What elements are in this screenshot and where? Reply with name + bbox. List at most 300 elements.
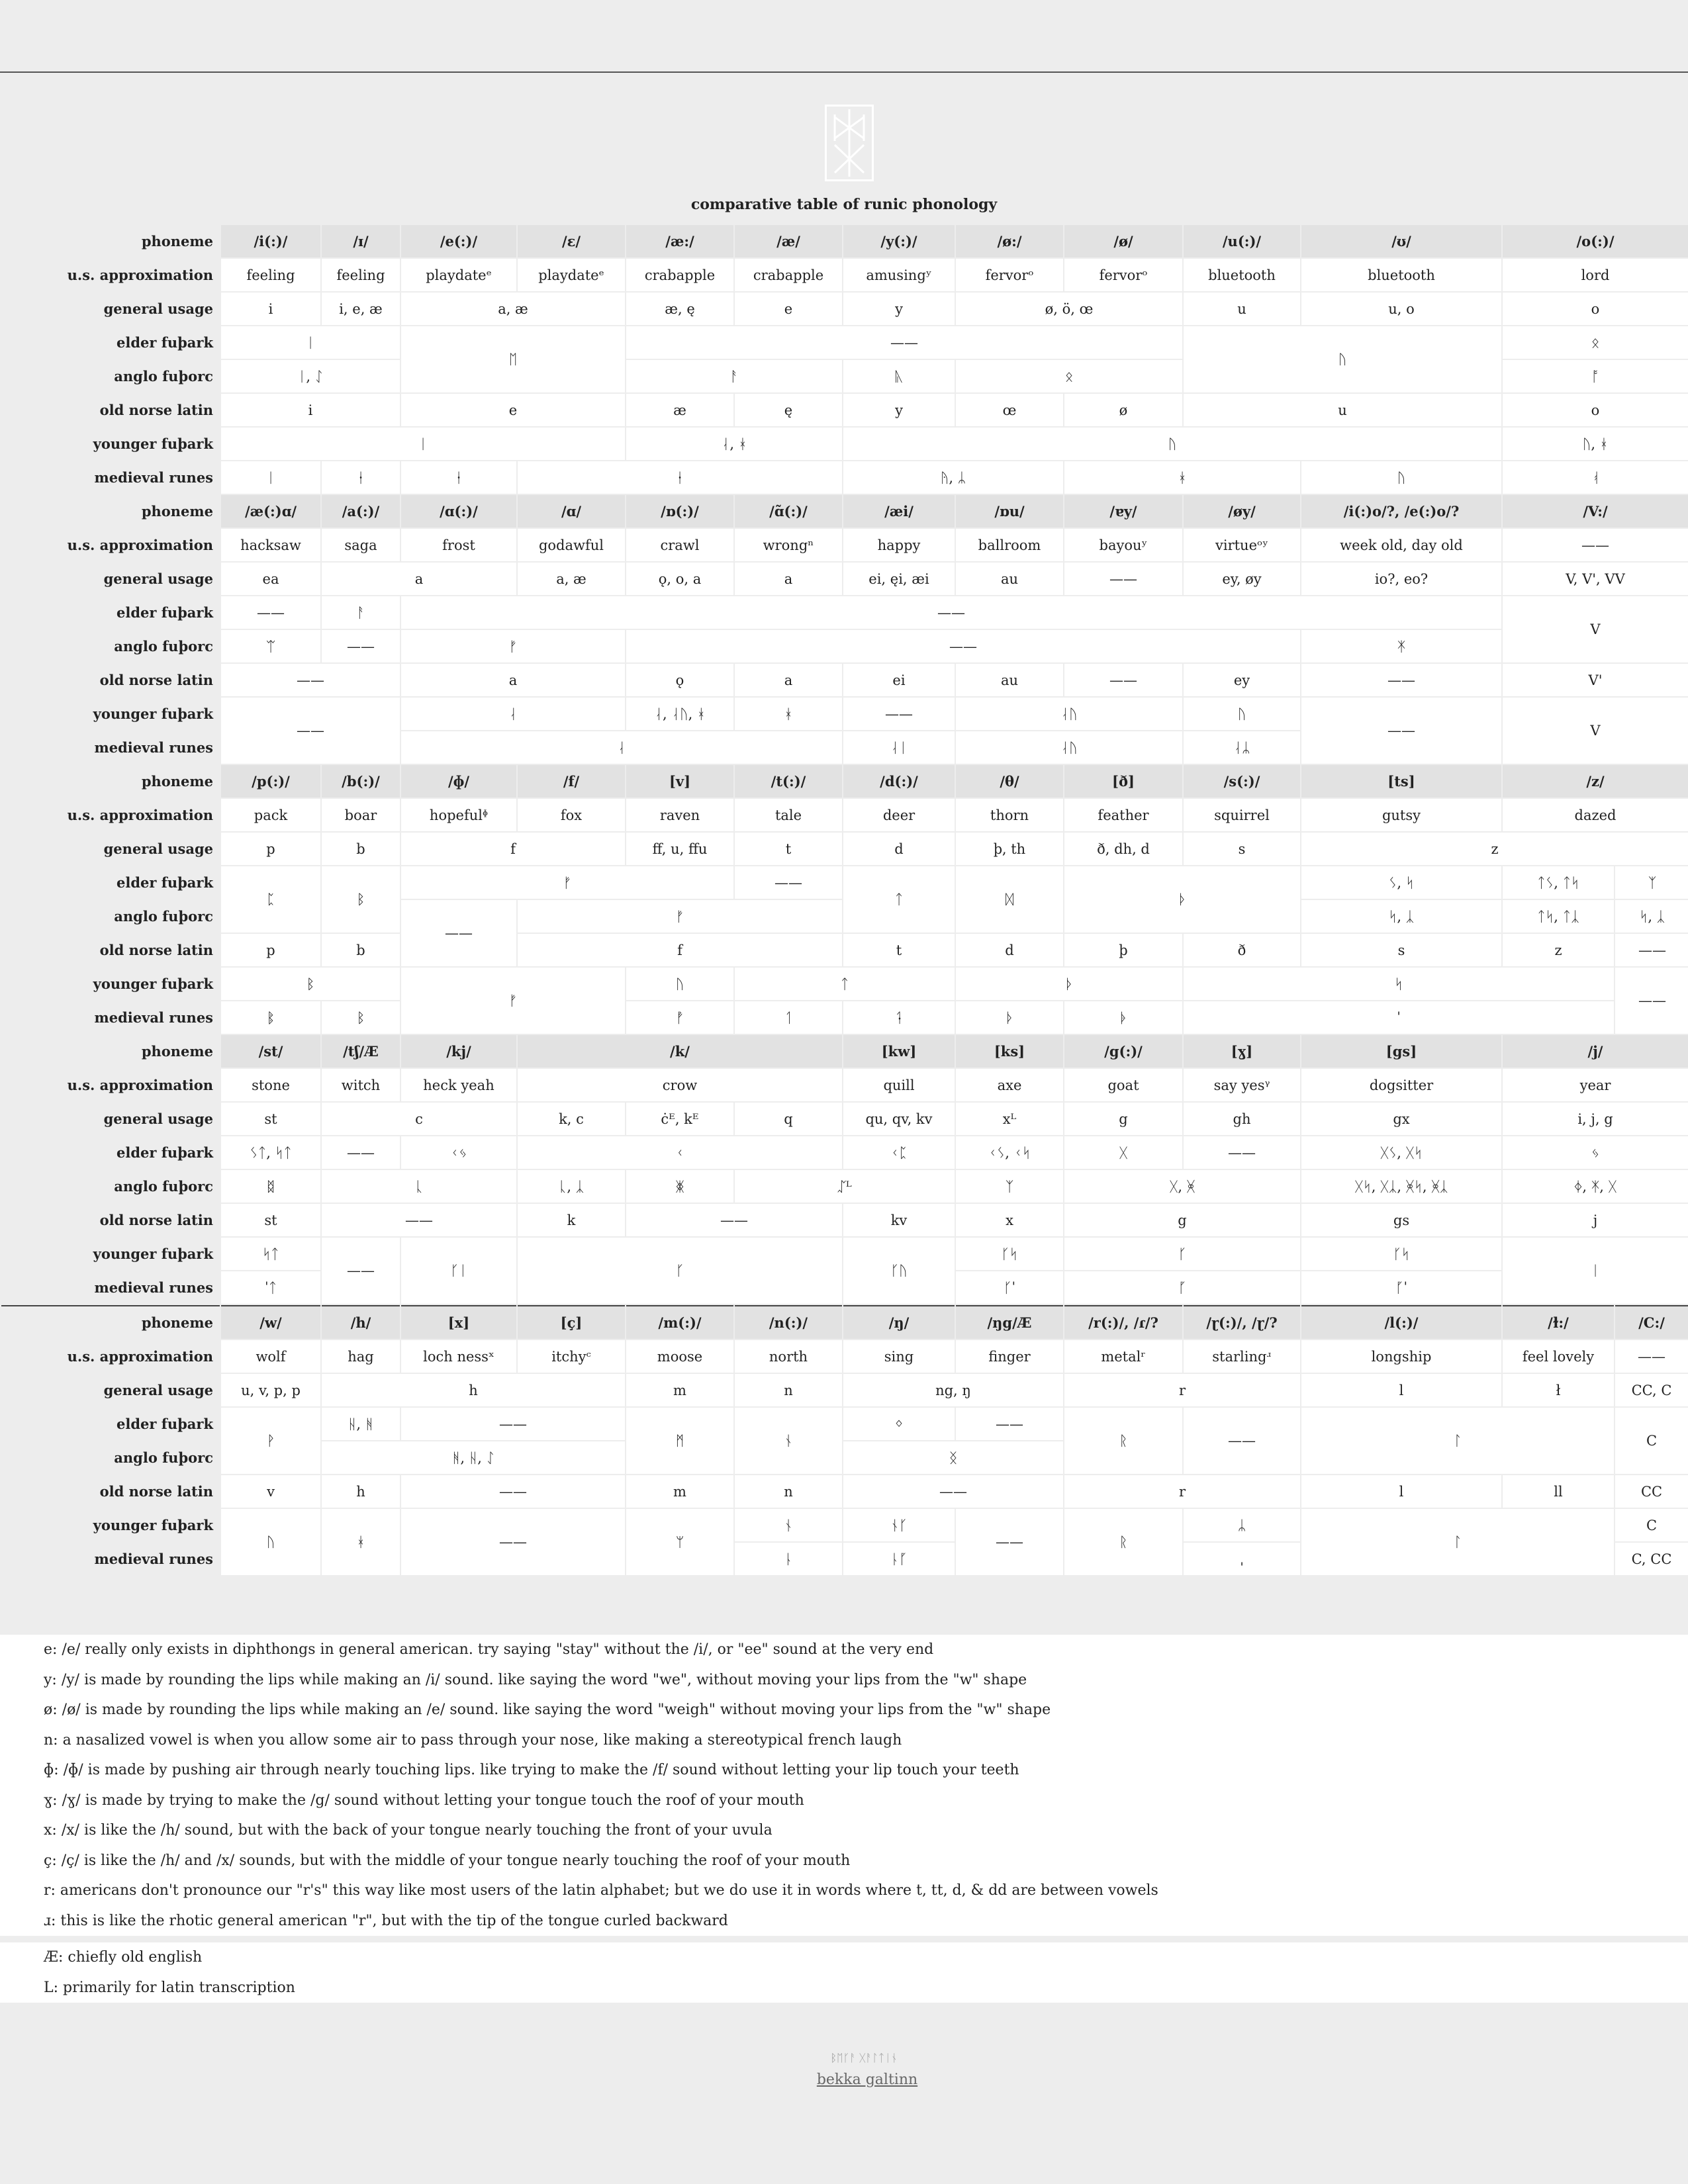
table-cell: i	[221, 293, 320, 325]
phoneme-cell: [x]	[401, 1305, 516, 1339]
phoneme-cell: /ʊ/	[1301, 225, 1501, 257]
table-cell: ø	[1064, 394, 1182, 426]
table-cell: ᚣ	[843, 360, 955, 392]
table-cell: dazed	[1503, 799, 1688, 831]
table-cell: ᛥ	[221, 1170, 320, 1203]
table-row	[1, 1475, 1688, 1508]
table-cell: v	[221, 1475, 320, 1508]
table-cell: a, æ	[518, 563, 625, 595]
table-row	[1, 259, 1688, 291]
table-cell: heck yeah	[401, 1069, 516, 1101]
table-cell: ——	[1615, 968, 1688, 1034]
row-label: u.s. approximation	[1, 529, 220, 561]
row-label: general usage	[1, 1374, 220, 1406]
row-label: medieval runes	[1, 1543, 220, 1575]
table-cell: V	[1503, 596, 1688, 662]
table-row	[1, 428, 1688, 460]
table-cell: ᚵˈ	[1301, 1271, 1501, 1304]
phoneme-cell: /y(:)/	[843, 225, 955, 257]
table-cell: ᚦ	[1064, 866, 1300, 933]
table-cell: ——	[626, 630, 1300, 662]
table-cell: dogsitter	[1301, 1069, 1501, 1101]
table-cell: hag	[322, 1340, 400, 1373]
table-cell: ᛄ, ᛡ, ᚷ	[1503, 1170, 1688, 1203]
row-label: phoneme	[1, 495, 220, 527]
runic-signature: ᛒᛖᚴᚨ ᚷᚨᛚᛏᛁᚾ	[830, 2052, 898, 2064]
phoneme-cell: /t(:)/	[735, 765, 842, 797]
table-cell: ᛐ	[735, 1001, 842, 1034]
table-cell: boar	[322, 799, 400, 831]
table-cell: ᚠ	[401, 968, 625, 1034]
table-cell: ᚳ	[322, 1170, 516, 1203]
table-cell: feather	[1064, 799, 1182, 831]
table-cell: ——	[1064, 563, 1182, 595]
table-cell: ᚢ	[1301, 461, 1501, 494]
table-cell: ᚾᚴ	[843, 1509, 955, 1541]
table-cell: fervorᵒ	[1064, 259, 1182, 291]
phoneme-cell: /θ/	[956, 765, 1063, 797]
table-cell: ᛖ	[401, 326, 625, 392]
table-cell: ᛆ, ᛆᚢ, ᚼ	[626, 698, 733, 730]
table-cell: ᚠ	[401, 630, 625, 662]
table-cell: gh	[1184, 1103, 1300, 1135]
row-label: old norse latin	[1, 1475, 220, 1508]
table-cell: ˈ	[1184, 1001, 1614, 1034]
footnotes	[0, 1635, 1688, 1936]
table-cell: h	[322, 1475, 400, 1508]
table-cell: ᚤ, ᛦ	[843, 461, 1063, 494]
table-cell: playdateᵉ	[401, 259, 516, 291]
row-label: anglo fuþorc	[1, 1170, 220, 1203]
table-cell: ea	[221, 563, 320, 595]
table-cell: z	[1301, 833, 1688, 865]
table-row	[1, 833, 1688, 865]
table-cell: fox	[518, 799, 625, 831]
phoneme-cell: /C:/	[1615, 1305, 1688, 1339]
table-cell: feeling	[221, 259, 320, 291]
table-cell: x	[956, 1204, 1063, 1236]
table-cell: f	[518, 934, 842, 966]
table-cell: axe	[956, 1069, 1063, 1101]
row-label: younger fuþark	[1, 698, 220, 730]
table-cell: ——	[956, 1408, 1063, 1440]
table-cell: thorn	[956, 799, 1063, 831]
table-cell: ᛁ	[221, 326, 400, 359]
footnote: r: americans don't pronounce our "r's" this way like most users of the latin alphabet; but we do use it in words where t, tt, d, & dd are between vowels	[44, 1882, 1158, 1899]
table-cell: ll	[1503, 1475, 1614, 1508]
phoneme-cell: /ø:/	[956, 225, 1063, 257]
row-label: phoneme	[1, 1305, 220, 1339]
table-cell: st	[221, 1103, 320, 1135]
phoneme-cell: /ɒu/	[956, 495, 1063, 527]
table-cell: l	[1301, 1374, 1501, 1406]
table-cell: ᚢ, ᚼ	[1503, 428, 1688, 460]
table-row	[1, 698, 1688, 730]
row-label: elder fuþark	[1, 866, 220, 899]
table-cell: ᛏᛊ, ᛏᛋ	[1503, 866, 1614, 899]
table-row	[1, 799, 1688, 831]
table-cell: ᛝ	[843, 1441, 1063, 1474]
table-cell: ᚲ	[518, 1136, 842, 1169]
row-label: u.s. approximation	[1, 1069, 220, 1101]
table-cell: ——	[843, 1475, 1063, 1508]
table-cell: ᛟ	[956, 360, 1182, 392]
table-cell: ᚩ	[1503, 360, 1688, 392]
row-label: phoneme	[1, 1035, 220, 1068]
table-cell: s	[1301, 934, 1501, 966]
table-cell: ˈᛏ	[221, 1271, 320, 1304]
table-cell: ——	[221, 664, 400, 696]
row-label: old norse latin	[1, 934, 220, 966]
phoneme-cell: /i(:)o/?, /e(:)o/?	[1301, 495, 1501, 527]
table-cell: ᛆ	[401, 731, 842, 764]
phoneme-cell: [ts]	[1301, 765, 1501, 797]
phoneme-cell: /e(:)/	[401, 225, 516, 257]
table-cell: ᚴ	[1064, 1238, 1300, 1270]
table-cell: m	[626, 1475, 733, 1508]
table-cell: b	[322, 934, 400, 966]
table-cell: ——	[401, 1509, 625, 1575]
table-cell: i	[221, 394, 400, 426]
table-cell: u, o	[1301, 293, 1501, 325]
phoneme-cell: /s(:)/	[1184, 765, 1300, 797]
runic-phonology-table	[0, 224, 1688, 1576]
phoneme-cell: /ŋ/	[843, 1305, 955, 1339]
table-cell: ᛒ	[221, 968, 400, 1000]
table-cell: ——	[1615, 1340, 1688, 1373]
table-cell: ᚳ, ᛣ	[518, 1170, 625, 1203]
table-cell: ð, dh, d	[1064, 833, 1182, 865]
phoneme-cell: /ɫ:/	[1503, 1305, 1614, 1339]
table-cell: ᛘ	[626, 1509, 733, 1575]
table-cell: ᛈ	[221, 866, 320, 933]
table-row	[1, 1204, 1688, 1236]
table-cell: r	[1064, 1374, 1300, 1406]
table-cell: ——	[322, 1238, 400, 1304]
phoneme-cell: /ɪ/	[322, 225, 400, 257]
table-cell: ᛏ	[735, 968, 955, 1000]
table-cell: ——	[221, 698, 400, 764]
row-label: old norse latin	[1, 394, 220, 426]
source-notes	[0, 1942, 1688, 2003]
table-row	[1, 1340, 1688, 1373]
phoneme-cell: [ɣ]	[1184, 1035, 1300, 1068]
table-row	[1, 1035, 1688, 1068]
table-cell: tale	[735, 799, 842, 831]
table-cell: ᛟ	[1503, 326, 1688, 359]
table-row	[1, 1509, 1688, 1541]
table-cell: n	[735, 1475, 842, 1508]
table-cell: ——	[1064, 664, 1182, 696]
table-cell: ——	[401, 596, 1501, 629]
table-cell: ᚴˈ	[956, 1271, 1063, 1304]
table-cell: ᚢ	[1184, 326, 1501, 392]
table-cell: ᚻ, ᚺ, ᛇ	[322, 1441, 625, 1474]
table-cell: h	[322, 1374, 625, 1406]
table-cell: ø, ö, œ	[956, 293, 1182, 325]
phoneme-cell: /a(:)/	[322, 495, 400, 527]
table-cell: feel lovely	[1503, 1340, 1614, 1373]
table-cell: a	[735, 664, 842, 696]
table-cell: ᛆ, ᚼ	[626, 428, 842, 460]
phoneme-cell: /V:/	[1503, 495, 1688, 527]
table-cell: deer	[843, 799, 955, 831]
table-cell: wolf	[221, 1340, 320, 1373]
table-cell: ᚷᛋ, ᚷᛣ, ᚸᛋ, ᚸᛣ	[1301, 1170, 1501, 1203]
table-cell: CC, C	[1615, 1374, 1688, 1406]
table-cell: ᚾ	[735, 1509, 842, 1541]
table-cell: ᚮ	[1503, 461, 1688, 494]
table-cell: p	[221, 934, 320, 966]
phoneme-cell: /ɛ/	[518, 225, 625, 257]
row-label: old norse latin	[1, 1204, 220, 1236]
phoneme-cell: /ŋg/Æ	[956, 1305, 1063, 1339]
table-cell: starlingʴ	[1184, 1340, 1300, 1373]
table-cell: l	[1301, 1475, 1501, 1508]
table-cell: ᛁ	[1503, 1238, 1688, 1304]
table-cell: ᚱ	[1064, 1408, 1182, 1474]
phoneme-cell: /æ:/	[626, 225, 733, 257]
table-cell: ᚾ	[735, 1408, 842, 1474]
table-cell: ᛏ	[843, 866, 955, 933]
table-cell: b	[322, 833, 400, 865]
table-cell: k, c	[518, 1103, 625, 1135]
table-cell: ᚲᛈ	[843, 1136, 955, 1169]
table-row	[1, 225, 1688, 257]
table-cell: a	[401, 664, 625, 696]
phoneme-cell: /ɸ/	[401, 765, 516, 797]
table-row	[1, 630, 1688, 662]
table-cell: gx	[1301, 1103, 1501, 1135]
table-cell: godawful	[518, 529, 625, 561]
table-row	[1, 765, 1688, 797]
phoneme-cell: /st/	[221, 1035, 320, 1068]
phoneme-cell: /i(:)/	[221, 225, 320, 257]
row-label: medieval runes	[1, 461, 220, 494]
table-cell: CC	[1615, 1475, 1688, 1508]
table-cell: ——	[956, 1509, 1063, 1575]
bindrune-logo-icon	[825, 105, 874, 181]
row-label: elder fuþark	[1, 1136, 220, 1169]
footnote: Æ: chiefly old english	[44, 1949, 203, 1966]
table-cell: ——	[401, 900, 516, 966]
table-cell: e	[401, 394, 625, 426]
table-cell: t	[843, 934, 955, 966]
table-cell: s	[1184, 833, 1300, 865]
phoneme-cell: /æ(:)ɑ/	[221, 495, 320, 527]
table-cell: ᛜ	[843, 1408, 955, 1440]
phoneme-cell: /m(:)/	[626, 1305, 733, 1339]
table-cell: æ	[626, 394, 733, 426]
table-cell: ᛒ	[322, 1001, 400, 1034]
table-cell: y	[843, 293, 955, 325]
table-cell: ᚢ	[221, 1509, 320, 1575]
phoneme-cell: /øy/	[1184, 495, 1300, 527]
table-cell: ᛂ	[518, 461, 842, 494]
table-cell: f	[401, 833, 625, 865]
phoneme-cell: /u(:)/	[1184, 225, 1300, 257]
table-row	[1, 1238, 1688, 1270]
table-cell: lord	[1503, 259, 1688, 291]
table-cell: say yesᵞ	[1184, 1069, 1300, 1101]
table-cell: ᛋ, ᛣ	[1615, 900, 1688, 933]
table-cell: ᚷ	[1064, 1136, 1182, 1169]
table-row	[1, 934, 1688, 966]
table-cell: ᚷᛊ, ᚷᛋ	[1301, 1136, 1501, 1169]
table-cell: ᚢ	[626, 968, 733, 1000]
table-cell: pack	[221, 799, 320, 831]
table-cell: ᚼ	[735, 698, 842, 730]
table-cell: ᛆᚢ	[956, 698, 1182, 730]
table-cell: ᛒ	[322, 866, 400, 933]
row-label: general usage	[1, 563, 220, 595]
table-cell: ǫ, o, a	[626, 563, 733, 595]
table-cell: quill	[843, 1069, 955, 1101]
row-label: phoneme	[1, 225, 220, 257]
table-cell: finger	[956, 1340, 1063, 1373]
table-cell: ᛂ	[322, 461, 400, 494]
table-cell: p	[221, 833, 320, 865]
table-row	[1, 596, 1688, 629]
row-label: medieval runes	[1, 1271, 220, 1304]
table-cell: g	[1064, 1103, 1182, 1135]
table-cell: playdateᵉ	[518, 259, 625, 291]
row-label: u.s. approximation	[1, 1340, 220, 1373]
table-cell: ᚼ	[322, 1509, 400, 1575]
table-cell: a, æ	[401, 293, 625, 325]
table-cell: au	[956, 563, 1063, 595]
table-cell: ——	[401, 1408, 625, 1440]
table-cell: st	[221, 1204, 320, 1236]
table-cell: m	[626, 1374, 733, 1406]
table-cell: ᚲᛃ	[401, 1136, 516, 1169]
table-row	[1, 326, 1688, 359]
row-label: elder fuþark	[1, 326, 220, 359]
table-cell: ——	[1503, 529, 1688, 561]
table-cell: ᚢ	[843, 428, 1501, 460]
table-cell: ᛆᛦ	[1184, 731, 1300, 764]
author-credit-link[interactable]: bekka galtinn	[816, 2071, 918, 2088]
row-label: younger fuþark	[1, 968, 220, 1000]
table-cell: ——	[735, 866, 842, 899]
table-row	[1, 529, 1688, 561]
table-row	[1, 1374, 1688, 1406]
table-cell: moose	[626, 1340, 733, 1373]
table-cell: virtueᵒʸ	[1184, 529, 1300, 561]
table-cell: ᛡ	[1301, 630, 1501, 662]
row-label: younger fuþark	[1, 1509, 220, 1541]
table-cell: ff, u, ffu	[626, 833, 733, 865]
table-cell: week old, day old	[1301, 529, 1501, 561]
table-cell: ——	[401, 1475, 625, 1508]
table-cell: ˌ	[1184, 1543, 1300, 1575]
table-row	[1, 968, 1688, 1000]
phoneme-cell: /b(:)/	[322, 765, 400, 797]
table-row	[1, 1136, 1688, 1169]
table-row	[1, 495, 1688, 527]
table-row	[1, 1305, 1688, 1339]
table-cell: q	[735, 1103, 842, 1135]
phoneme-cell: /d(:)/	[843, 765, 955, 797]
table-cell: ᚵ	[1064, 1271, 1300, 1304]
table-row	[1, 1408, 1688, 1440]
table-cell: ——	[1184, 1408, 1300, 1474]
phoneme-cell: /æi/	[843, 495, 955, 527]
table-cell: bluetooth	[1301, 259, 1501, 291]
footnote: ø: /ø/ is made by rounding the lips while making an /e/ sound. like saying the word "weigh" without moving your lips from the "w" shape	[44, 1702, 1051, 1718]
table-cell: fervorᵒ	[956, 259, 1063, 291]
table-cell: goat	[1064, 1069, 1182, 1101]
row-label: general usage	[1, 293, 220, 325]
table-cell: ——	[843, 698, 955, 730]
table-cell: æ, ę	[626, 293, 733, 325]
footnote: e: /e/ really only exists in diphthongs in general american. try saying "stay" without the /i/, or "ee" sound at the very end	[44, 1641, 934, 1658]
phoneme-cell: /ɑ̃(:)/	[735, 495, 842, 527]
row-label: younger fuþark	[1, 428, 220, 460]
table-cell: stone	[221, 1069, 320, 1101]
table-cell: r	[1064, 1475, 1300, 1508]
table-cell: crow	[518, 1069, 842, 1101]
table-row	[1, 461, 1688, 494]
table-cell: xᴸ	[956, 1103, 1063, 1135]
phoneme-cell: /ø/	[1064, 225, 1182, 257]
table-cell: au	[956, 664, 1063, 696]
table-cell: d	[956, 934, 1063, 966]
table-cell: ᛊᛏ, ᛋᛏ	[221, 1136, 320, 1169]
phoneme-cell: /ɑ(:)/	[401, 495, 516, 527]
table-cell: happy	[843, 529, 955, 561]
table-cell: ᛞ	[956, 866, 1063, 933]
phoneme-cell: /ɐy/	[1064, 495, 1182, 527]
phoneme-cell: /k/	[518, 1035, 842, 1068]
table-row	[1, 293, 1688, 325]
table-cell: u, v, p, p	[221, 1374, 320, 1406]
table-cell: ballroom	[956, 529, 1063, 561]
footnote: ç: /ç/ is like the /h/ and /x/ sounds, but with the middle of your tongue nearly touching the roof of your mouth	[44, 1852, 851, 1869]
table-cell: ᛃ	[1503, 1136, 1688, 1169]
phoneme-cell: /tʃ/Æ	[322, 1035, 400, 1068]
table-cell: north	[735, 1340, 842, 1373]
table-row	[1, 563, 1688, 595]
row-label: anglo fuþorc	[1, 630, 220, 662]
page-title: comparative table of runic phonology	[690, 196, 998, 213]
table-cell: ᚴ	[518, 1238, 842, 1304]
table-cell: ᛚ	[1301, 1509, 1614, 1575]
table-cell: ᚨ	[322, 596, 400, 629]
table-cell: ——	[322, 1136, 400, 1169]
table-cell: œ	[956, 394, 1063, 426]
table-cell: ᚺ, ᚻ	[322, 1408, 400, 1440]
table-cell: crabapple	[735, 259, 842, 291]
table-row	[1, 664, 1688, 696]
table-cell: ǫ	[626, 664, 733, 696]
table-cell: ——	[1301, 698, 1501, 764]
table-cell: o	[1503, 394, 1688, 426]
phoneme-cell: /f/	[518, 765, 625, 797]
table-cell: ᛗ	[626, 1408, 733, 1474]
phoneme-cell: /r(:)/, /ɾ/?	[1064, 1305, 1182, 1339]
table-cell: ng, ŋ	[843, 1374, 1063, 1406]
table-cell: ᛔ	[221, 1001, 320, 1034]
table-cell: ᚷ, ᚸ	[1064, 1170, 1300, 1203]
table-cell: ᚿ	[735, 1543, 842, 1575]
table-cell: ᚲᛊ, ᚲᛋ	[956, 1136, 1063, 1169]
table-cell: V	[1503, 698, 1688, 764]
table-cell: ᚨ	[626, 360, 842, 392]
table-cell: c	[322, 1103, 516, 1135]
table-cell: ᚹ	[221, 1408, 320, 1474]
table-cell: witch	[322, 1069, 400, 1101]
